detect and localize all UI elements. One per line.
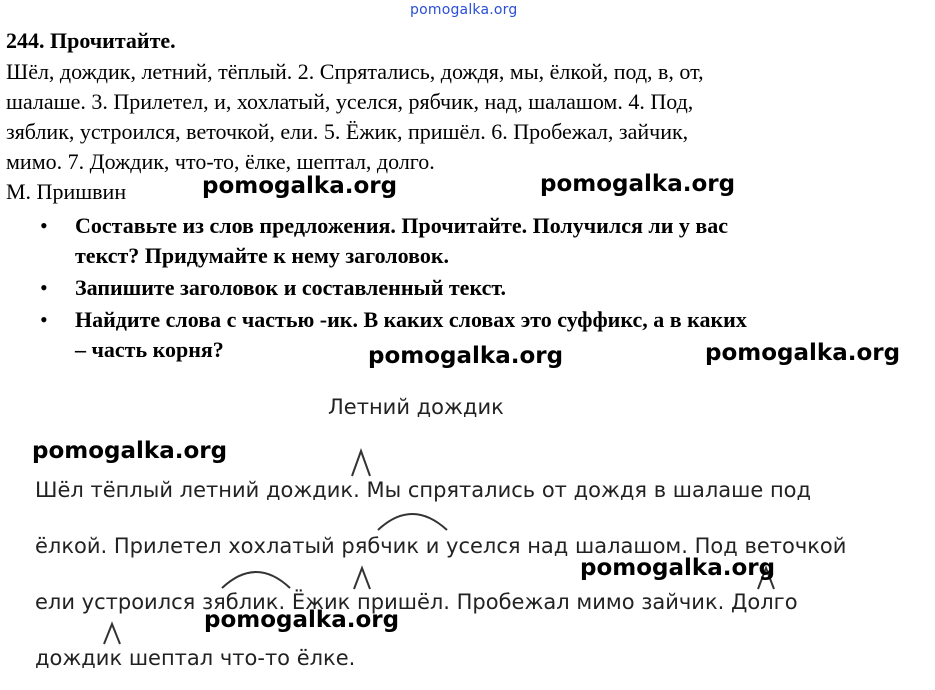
watermark: pomogalka.org — [204, 607, 400, 633]
bullet-icon: • — [40, 213, 48, 238]
answer-line: дождик шептал что-то ёлке. — [35, 646, 356, 670]
exercise-line: мимо. 7. Дождик, что-то, ёлке, шептал, долго. — [6, 149, 435, 174]
task-line: Запишите заголовок и составленный текст. — [75, 275, 506, 300]
watermark: pomogalka.org — [580, 555, 776, 581]
watermark: pomogalka.org — [705, 340, 901, 366]
exercise-heading: 244. Прочитайте. — [6, 28, 176, 53]
suffix-mark-icon — [352, 451, 370, 476]
suffix-mark-icon — [104, 624, 120, 644]
watermark: pomogalka.org — [32, 438, 228, 464]
suffix-mark-icon — [354, 568, 370, 589]
task-line: – часть корня? — [75, 337, 224, 362]
root-arc-icon — [222, 572, 290, 588]
answer-title: Летний дождик — [328, 395, 504, 419]
task-line: Составьте из слов предложения. Прочитайте. Получился ли у вас — [75, 213, 729, 238]
exercise-author: М. Пришвин — [6, 179, 127, 204]
exercise-line: Шёл, дождик, летний, тёплый. 2. Спрятались, дождя, мы, ёлкой, под, в, от, — [6, 59, 704, 84]
answer-line: Шёл тёплый летний дождик. Мы спрятались от дождя в шалаше под — [35, 478, 812, 502]
watermark: pomogalka.org — [540, 171, 736, 197]
answer-line: ели устроился зяблик. Ёжик пришёл. Пробежал мимо зайчик. Долго — [35, 590, 798, 614]
root-arc-icon — [378, 514, 447, 530]
task-line: текст? Придумайте к нему заголовок. — [75, 243, 450, 268]
exercise-line: зяблик, устроился, веточкой, ели. 5. Ёжик, пришёл. 6. Пробежал, зайчик, — [6, 119, 689, 144]
answer-line: ёлкой. Прилетел хохлатый рябчик и уселся над шалашом. Под веточкой — [35, 534, 847, 558]
exercise-line: шалаше. 3. Прилетел, и, хохлатый, уселся, рябчик, над, шалашом. 4. Под, — [6, 89, 694, 114]
task-line: Найдите слова с частью -ик. В каких словах это суффикс, а в каких — [75, 307, 747, 332]
watermark: pomogalka.org — [368, 343, 564, 369]
bullet-icon: • — [40, 275, 48, 300]
watermark: pomogalka.org — [202, 173, 398, 199]
bullet-icon: • — [40, 307, 48, 332]
site-watermark-top: pomogalka.org — [410, 2, 518, 18]
